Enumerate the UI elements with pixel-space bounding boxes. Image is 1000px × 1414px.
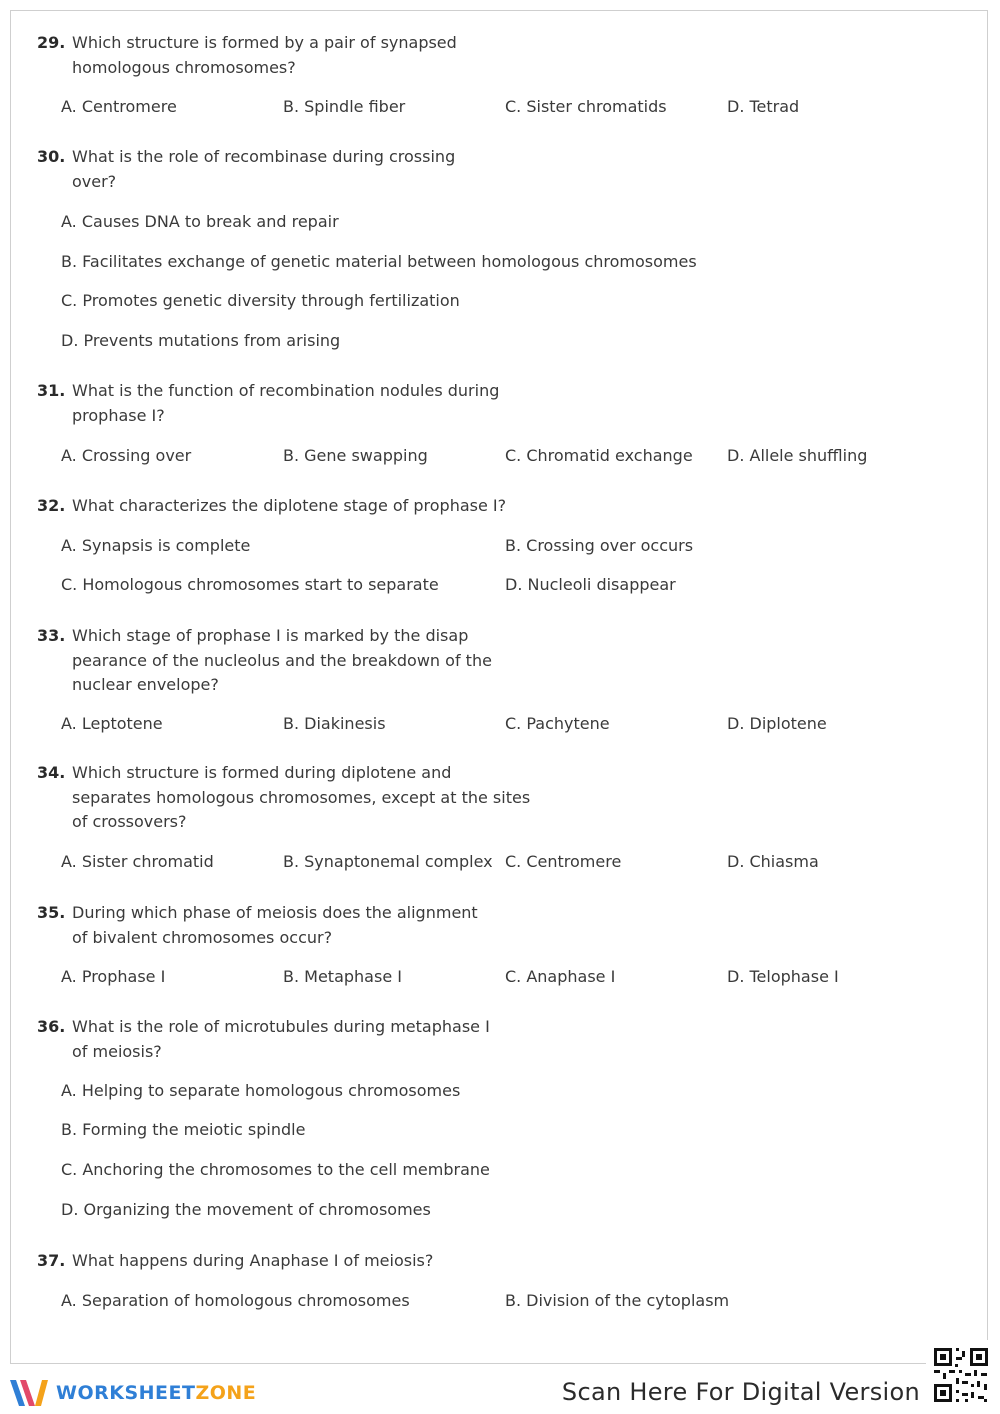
question-number: 34. xyxy=(37,763,66,782)
question-text: What is the role of recombinase during crossing over? xyxy=(72,147,456,191)
option-b: B. Crossing over occurs xyxy=(505,536,694,555)
question-text: During which phase of meiosis does the alignment of bivalent chromosomes occur? xyxy=(72,903,478,947)
option-a: A. Helping to separate homologous chromosomes xyxy=(61,1081,461,1100)
option-c: C. Chromatid exchange xyxy=(505,446,693,465)
option-c: C. Anchoring the chromosomes to the cell membrane xyxy=(61,1160,490,1179)
worksheet-page xyxy=(10,10,988,1364)
option-c: C. Homologous chromosomes start to separate xyxy=(61,575,439,594)
option-b: B. Facilitates exchange of genetic material between homologous chromosomes xyxy=(61,252,697,271)
option-d: D. Chiasma xyxy=(727,852,819,871)
option-d: D. Allele shuffling xyxy=(727,446,868,465)
option-a: A. Sister chromatid xyxy=(61,852,214,871)
question-number: 30. xyxy=(37,147,66,166)
qr-code-graphic xyxy=(926,1340,996,1410)
worksheetzone-logo[interactable] xyxy=(8,1376,256,1410)
question-text: What characterizes the diplotene stage of prophase I? xyxy=(72,496,507,515)
brand-part2: ZONE xyxy=(195,1382,257,1404)
option-a: A. Leptotene xyxy=(61,714,163,733)
question-text: What is the function of recombination nodules during prophase I? xyxy=(72,381,500,425)
option-a: A. Separation of homologous chromosomes xyxy=(61,1291,410,1310)
question-number: 37. xyxy=(37,1251,66,1270)
option-d: D. Prevents mutations from arising xyxy=(61,331,341,350)
option-b: B. Division of the cytoplasm xyxy=(505,1291,730,1310)
w-logo-icon xyxy=(8,1376,50,1410)
option-d: D. Organizing the movement of chromosomes xyxy=(61,1200,431,1219)
option-c: C. Anaphase I xyxy=(505,967,616,986)
question-text: What happens during Anaphase I of meiosis? xyxy=(72,1251,434,1270)
option-d: D. Telophase I xyxy=(727,967,839,986)
option-d: D. Diplotene xyxy=(727,714,827,733)
question-number: 33. xyxy=(37,626,66,645)
option-c: C. Sister chromatids xyxy=(505,97,667,116)
option-b: B. Diakinesis xyxy=(283,714,386,733)
option-a: A. Prophase I xyxy=(61,967,166,986)
question-32 xyxy=(37,494,557,519)
option-d: D. Tetrad xyxy=(727,97,800,116)
question-31 xyxy=(37,379,507,428)
question-30 xyxy=(37,145,457,194)
option-b: B. Forming the meiotic spindle xyxy=(61,1120,306,1139)
question-36 xyxy=(37,1015,497,1064)
question-33 xyxy=(37,624,492,698)
question-37 xyxy=(37,1249,557,1274)
question-number: 36. xyxy=(37,1017,66,1036)
question-35 xyxy=(37,901,487,950)
question-number: 31. xyxy=(37,381,66,400)
question-text: Which stage of prophase I is marked by the disap pearance of the nucleolus and the breakdown of the nuclear envelope? xyxy=(72,626,492,694)
qr-code-icon[interactable] xyxy=(926,1340,996,1410)
option-b: B. Metaphase I xyxy=(283,967,402,986)
brand-part1: WORKSHEET xyxy=(56,1382,196,1404)
option-a: A. Centromere xyxy=(61,97,177,116)
option-c: C. Pachytene xyxy=(505,714,610,733)
question-number: 35. xyxy=(37,903,66,922)
option-d: D. Nucleoli disappear xyxy=(505,575,676,594)
scan-digital-version-text: Scan Here For Digital Version xyxy=(561,1378,920,1406)
question-text: What is the role of microtubules during metaphase I of meiosis? xyxy=(72,1017,490,1061)
option-a: A. Causes DNA to break and repair xyxy=(61,212,339,231)
option-b: B. Spindle fiber xyxy=(283,97,406,116)
option-a: A. Crossing over xyxy=(61,446,192,465)
option-c: C. Promotes genetic diversity through fertilization xyxy=(61,291,460,310)
question-29 xyxy=(37,31,457,80)
option-b: B. Gene swapping xyxy=(283,446,428,465)
question-number: 29. xyxy=(37,33,66,52)
option-b: B. Synaptonemal complex xyxy=(283,852,493,871)
question-number: 32. xyxy=(37,496,66,515)
question-text: Which structure is formed by a pair of synapsed homologous chromosomes? xyxy=(72,33,457,77)
option-a: A. Synapsis is complete xyxy=(61,536,251,555)
question-34 xyxy=(37,761,532,835)
option-c: C. Centromere xyxy=(505,852,622,871)
brand-name xyxy=(56,1382,256,1404)
question-text: Which structure is formed during diplotene and separates homologous chromosomes, except at the sites of crossovers? xyxy=(72,763,531,831)
